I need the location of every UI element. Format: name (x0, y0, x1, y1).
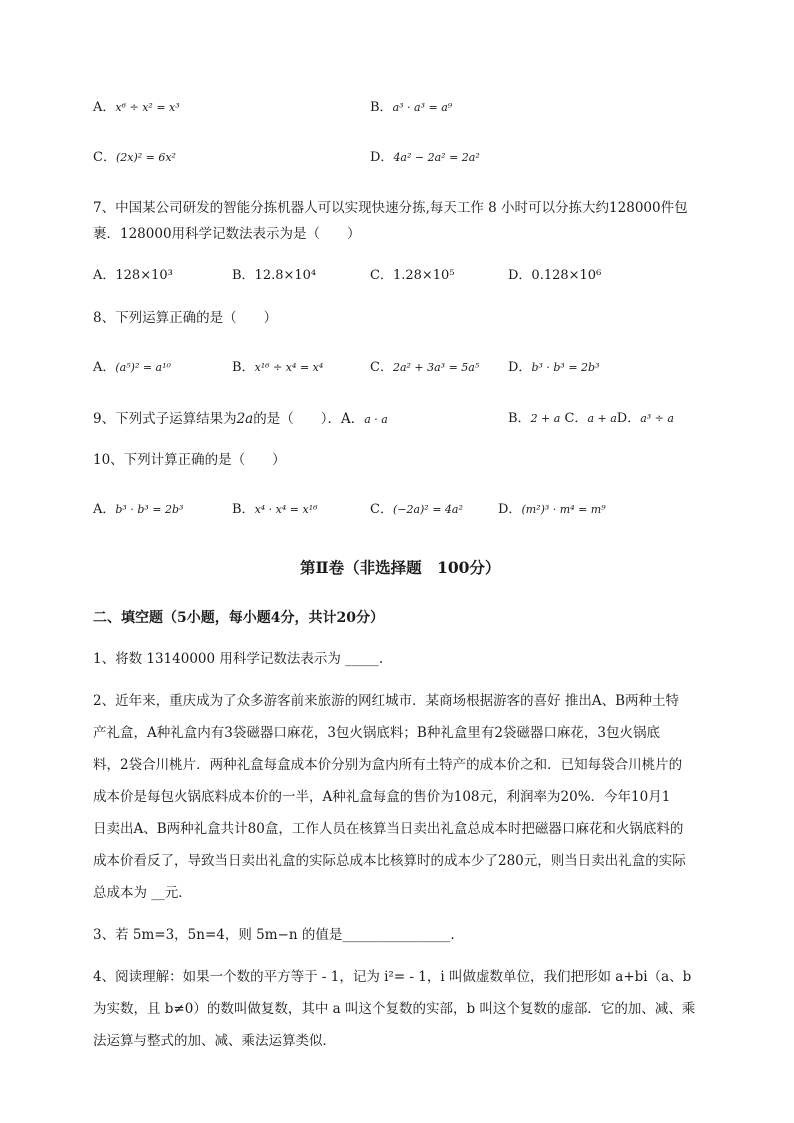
q6-option-d: D．4a² − 2a² = 2a² (370, 150, 480, 165)
q10-option-b: B．x⁴ · x⁴ = x¹⁶ (232, 502, 318, 517)
q6-option-c: C．(2x)² = 6x² (93, 150, 176, 165)
q7-option-d: D．0.128×10⁶ (508, 268, 602, 283)
q10-stem: 10、下列计算正确的是（ ） (93, 452, 286, 468)
fill-question-4-line3: 法运算与整式的加、减、乘法运算类似． (93, 1033, 336, 1049)
q8-option-a: A．(a⁵)² = a¹⁰ (93, 360, 171, 375)
q10-option-c: C．(−2a)² = 4a² (370, 502, 463, 517)
q7-stem-line2: 裹．128000用科学记数法表示为是（ ） (93, 226, 361, 242)
fill-question-4-line1: 4、阅读理解：如果一个数的平方等于 - 1，记为 i²= - 1，i 叫做虚数单位，我们把形如 a+bi（a、b (93, 969, 692, 985)
fill-question-2-line2: 产礼盒，A种礼盒内有3袋磁器口麻花，3包火锅底料；B种礼盒里有2袋磁器口麻花，3包火锅底 (93, 725, 661, 741)
q6-option-a: A．x⁶ ÷ x² = x³ (93, 100, 180, 115)
q10-option-a: A．b³ · b³ = 2b³ (93, 502, 184, 517)
fill-question-2-line3: 料，2袋合川桃片．两种礼盒每盒成本价分别为盒内所有土特产的成本价之和．已知每袋合川桃片的 (93, 757, 683, 773)
fill-question-2-line7: 总成本为 __元． (93, 885, 192, 901)
q8-stem: 8、下列运算正确的是（ ） (93, 310, 278, 326)
q7-option-b: B．12.8×10⁴ (232, 268, 317, 283)
fill-question-1: 1、将数 13140000 用科学记数法表示为 _____. (93, 651, 384, 667)
fill-question-4-line2: 为实数，且 b≠0）的数叫做复数，其中 a 叫这个复数的实部，b 叫这个复数的虚部．它的加、减、乘 (93, 1001, 696, 1017)
q7-option-c: C．1.28×10⁵ (370, 268, 455, 283)
section-title: 第Ⅱ卷（非选择题 100分） (300, 558, 501, 577)
q9-options-bcd: B．2 + a C．a + aD．a³ ÷ a (508, 411, 674, 426)
q10-option-d: D．(m²)³ · m⁴ = m⁹ (498, 502, 606, 517)
q8-option-d: D．b³ · b³ = 2b³ (508, 360, 600, 375)
q9-stem: 9、下列式子运算结果为2a的是（ ）．A．a · a (93, 411, 388, 427)
fill-question-2-line1: 2、近年来，重庆成为了众多游客前来旅游的网红城市．某商场根据游客的喜好 推出A、B两种土特 (93, 693, 680, 709)
q8-option-c: C．2a² + 3a³ = 5a⁵ (370, 360, 480, 375)
fill-question-3: 3、若 5m=3，5n=4，则 5m−n 的值是________________. (93, 927, 455, 943)
fill-in-heading: 二、填空题（5小题，每小题4分，共计20分） (93, 610, 384, 626)
q8-option-b: B．x¹⁶ ÷ x⁴ = x⁴ (232, 360, 324, 375)
fill-question-2-line6: 成本价看反了，导致当日卖出礼盒的实际总成本比核算时的成本少了280元，则当日卖出礼盒的实际 (93, 853, 686, 869)
q6-option-b: B．a³ · a³ = a⁹ (370, 100, 453, 115)
fill-question-2-line5: 日卖出A、B两种礼盒共计80盒，工作人员在核算当日卖出礼盒总成本时把磁器口麻花和火锅底料的 (93, 821, 684, 837)
q7-stem-line1: 7、中国某公司研发的智能分拣机器人可以实现快速分拣,每天工作 8 小时可以分拣大约128000件包 (93, 200, 688, 216)
fill-question-2-line4: 成本价是每包火锅底料成本价的一半，A种礼盒每盒的售价为108元，利润率为20%．今年10月1 (93, 789, 671, 805)
q7-option-a: A．128×10³ (93, 268, 173, 283)
